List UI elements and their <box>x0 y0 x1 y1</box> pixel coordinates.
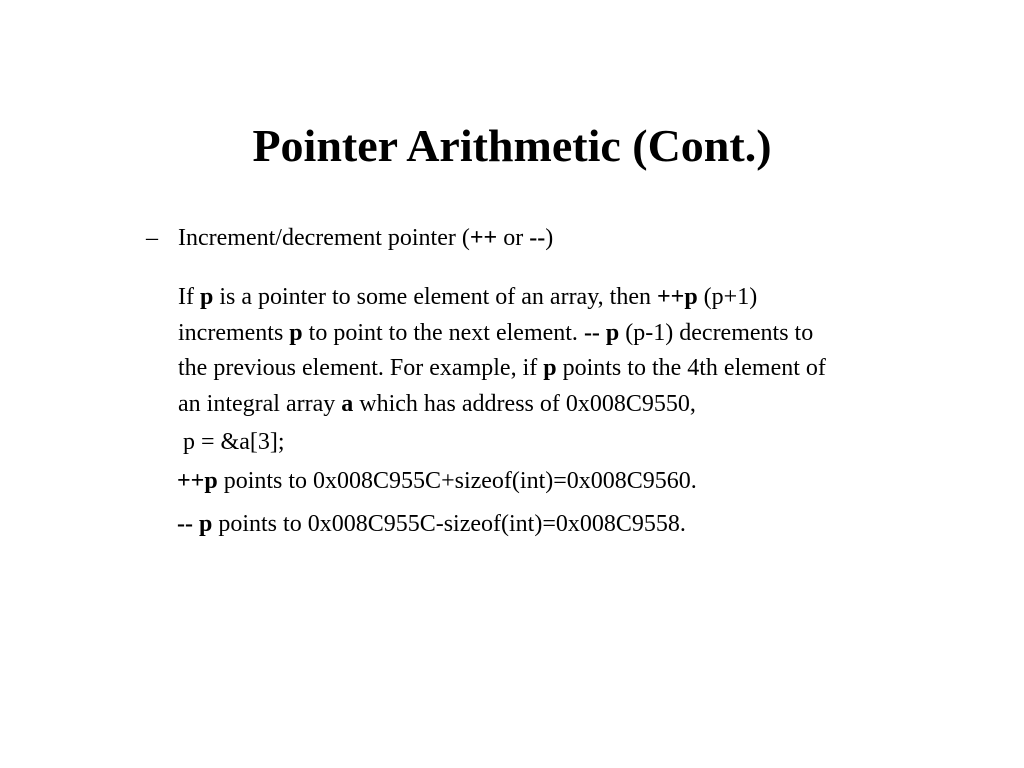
bold-run: p <box>289 319 303 346</box>
bullet-or: or <box>497 225 530 251</box>
text-run: increments <box>178 319 290 346</box>
paragraph-line-4 <box>178 387 978 423</box>
paragraph-line-1 <box>178 280 978 316</box>
bullet-dash: – <box>146 225 158 251</box>
text-run: an integral array <box>178 390 342 417</box>
text-run: to point to the next element. <box>302 319 584 346</box>
bold-run: ++p <box>177 468 218 494</box>
explanation-paragraph <box>178 280 978 422</box>
text-run: is a pointer to some element of an array, then <box>213 284 657 310</box>
bold-run: p <box>199 284 214 310</box>
code-line-assignment: p = &a[3]; <box>183 429 285 455</box>
bold-run: -- p <box>583 319 620 346</box>
bullet-op-decrement: -- <box>529 225 546 251</box>
text-run: If <box>178 284 200 310</box>
bold-run: a <box>341 390 354 417</box>
text-run: points to 0x008C955C+sizeof(int)=0x008C9560. <box>217 468 697 494</box>
text-run: points to the 4th element of <box>556 355 826 381</box>
text-run: (p-1) decrements to <box>619 319 814 346</box>
text-run: which has address of 0x008C9550, <box>353 390 696 417</box>
text-run: the previous element. For example, if <box>178 355 544 381</box>
bold-run: -- p <box>177 511 213 537</box>
slide-title: Pointer Arithmetic (Cont.) <box>252 120 772 171</box>
bullet-op-increment: ++ <box>469 225 498 251</box>
text-run: (p+1) <box>697 284 758 310</box>
paragraph-line-2 <box>178 316 978 352</box>
bullet-item <box>146 223 553 253</box>
bold-run: ++p <box>656 284 698 310</box>
bullet-close: ) <box>545 225 554 251</box>
paragraph-line-3 <box>178 351 978 387</box>
bold-run: p <box>543 355 557 381</box>
code-line-increment <box>177 466 697 496</box>
bullet-text: Increment/decrement pointer ( <box>178 225 470 251</box>
text-run: points to 0x008C955C-sizeof(int)=0x008C9558. <box>212 511 686 537</box>
code-line-decrement <box>177 509 686 539</box>
